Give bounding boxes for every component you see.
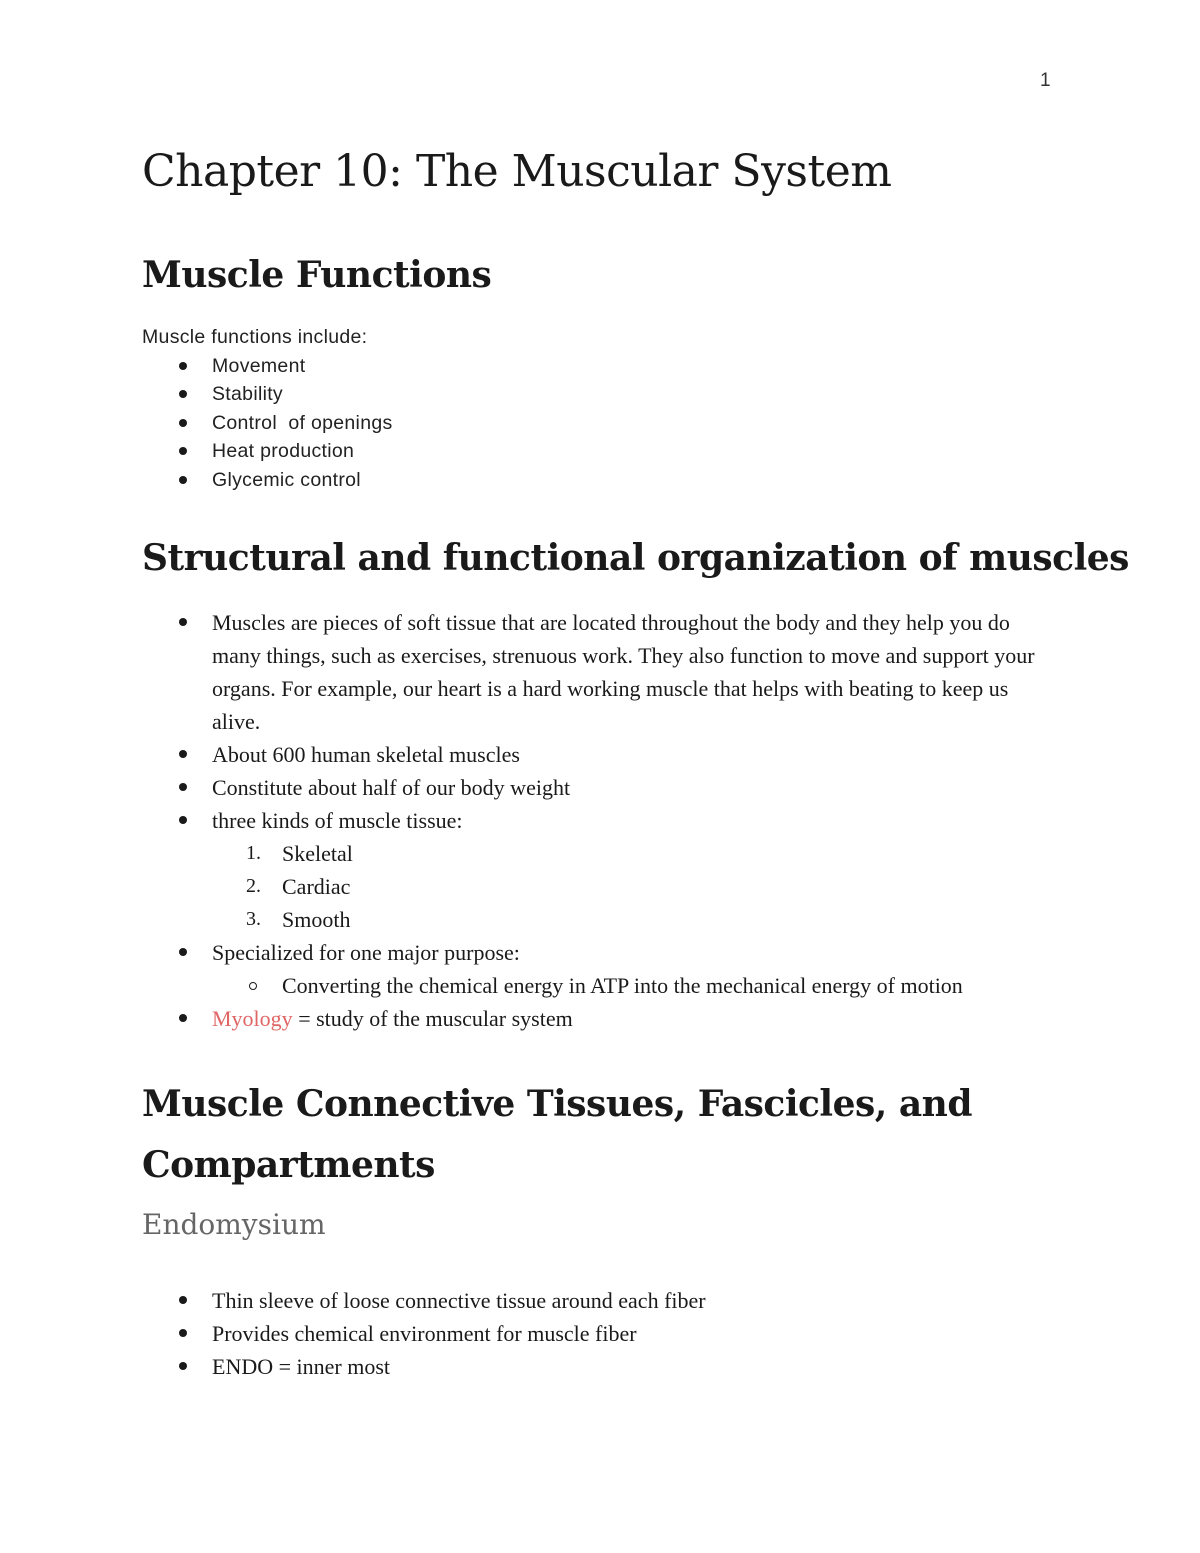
list-number: 3. bbox=[246, 908, 261, 930]
list-item-text: Control of openings bbox=[212, 411, 393, 434]
list-item-text: Specialized for one major purpose: bbox=[212, 940, 520, 965]
list-item bbox=[212, 837, 1072, 870]
list-item bbox=[212, 870, 1072, 903]
bullet-icon bbox=[179, 390, 187, 398]
list-item-text: Muscles are pieces of soft tissue that are located throughout the body and they help you do many things, such as exercises, strenuous work. They also function to move and support your organs. For example, our heart is a hard working muscle that helps with beating to keep us alive. bbox=[212, 610, 1035, 734]
list-item-text: Constitute about half of our body weight bbox=[212, 775, 571, 800]
document-title: Chapter 10: The Muscular System bbox=[142, 146, 892, 197]
list-item bbox=[142, 771, 1072, 804]
list-number: 2. bbox=[246, 875, 261, 897]
bullet-icon bbox=[179, 362, 187, 370]
purpose-sublist bbox=[212, 969, 1072, 1002]
list-item-text: Provides chemical environment for muscle fiber bbox=[212, 1321, 637, 1346]
list-item-text: ENDO = inner most bbox=[212, 1354, 390, 1379]
muscle-functions-intro: Muscle functions include: bbox=[142, 326, 368, 348]
list-item bbox=[142, 1002, 1072, 1035]
list-item-text: Heat production bbox=[212, 440, 355, 462]
bullet-icon bbox=[179, 783, 187, 791]
subheading-endomysium: Endomysium bbox=[142, 1208, 326, 1241]
list-item bbox=[142, 606, 1072, 738]
list-item bbox=[142, 437, 393, 466]
list-item bbox=[142, 1350, 1072, 1383]
heading-muscle-functions: Muscle Functions bbox=[142, 254, 492, 296]
bullet-icon bbox=[179, 1329, 187, 1337]
bullet-icon bbox=[179, 1296, 187, 1304]
list-number: 1. bbox=[246, 842, 261, 864]
list-item-text: Thin sleeve of loose connective tissue around each fiber bbox=[212, 1288, 706, 1313]
list-item-text: Smooth bbox=[282, 907, 351, 932]
list-item bbox=[142, 804, 1072, 936]
list-item-text: three kinds of muscle tissue: bbox=[212, 808, 463, 833]
bullet-icon bbox=[179, 419, 187, 427]
list-item-text: Stability bbox=[212, 383, 283, 405]
endomysium-list bbox=[142, 1284, 1072, 1383]
hollow-bullet-icon bbox=[249, 982, 257, 990]
muscle-functions-list bbox=[142, 352, 393, 495]
list-item bbox=[142, 380, 393, 409]
list-item bbox=[212, 969, 1072, 1002]
muscle-functions-section bbox=[142, 323, 393, 494]
list-item bbox=[142, 1284, 1072, 1317]
bullet-icon bbox=[179, 447, 187, 455]
list-item bbox=[142, 1317, 1072, 1350]
page-number: 1 bbox=[1040, 70, 1051, 91]
bullet-icon bbox=[179, 1014, 187, 1022]
list-item bbox=[142, 466, 393, 495]
bullet-icon bbox=[179, 618, 187, 626]
list-item bbox=[212, 903, 1072, 936]
bullet-icon bbox=[179, 816, 187, 824]
myology-definition: = study of the muscular system bbox=[292, 1006, 573, 1031]
heading-structural-organization: Structural and functional organization of muscles bbox=[142, 537, 1129, 579]
structural-section bbox=[142, 606, 1072, 1035]
heading-connective-tissues: Muscle Connective Tissues, Fascicles, and Compartments bbox=[142, 1083, 973, 1186]
bullet-icon bbox=[179, 948, 187, 956]
structural-list bbox=[142, 606, 1072, 1035]
bullet-icon bbox=[179, 476, 187, 484]
list-item bbox=[142, 936, 1072, 1002]
bullet-icon bbox=[179, 1362, 187, 1370]
endomysium-section bbox=[142, 1284, 1072, 1383]
list-item-text: Glycemic control bbox=[212, 468, 361, 491]
tissue-types-list bbox=[212, 837, 1072, 936]
bullet-icon bbox=[179, 750, 187, 758]
list-item-text: Converting the chemical energy in ATP into the mechanical energy of motion bbox=[282, 973, 963, 998]
list-item bbox=[142, 738, 1072, 771]
list-item-text: Cardiac bbox=[282, 874, 351, 899]
list-item-text: Movement bbox=[212, 354, 306, 377]
list-item bbox=[142, 352, 393, 381]
list-item-text: About 600 human skeletal muscles bbox=[212, 742, 520, 767]
list-item-text: Skeletal bbox=[282, 841, 353, 866]
list-item bbox=[142, 409, 393, 438]
myology-term: Myology bbox=[212, 1006, 293, 1031]
